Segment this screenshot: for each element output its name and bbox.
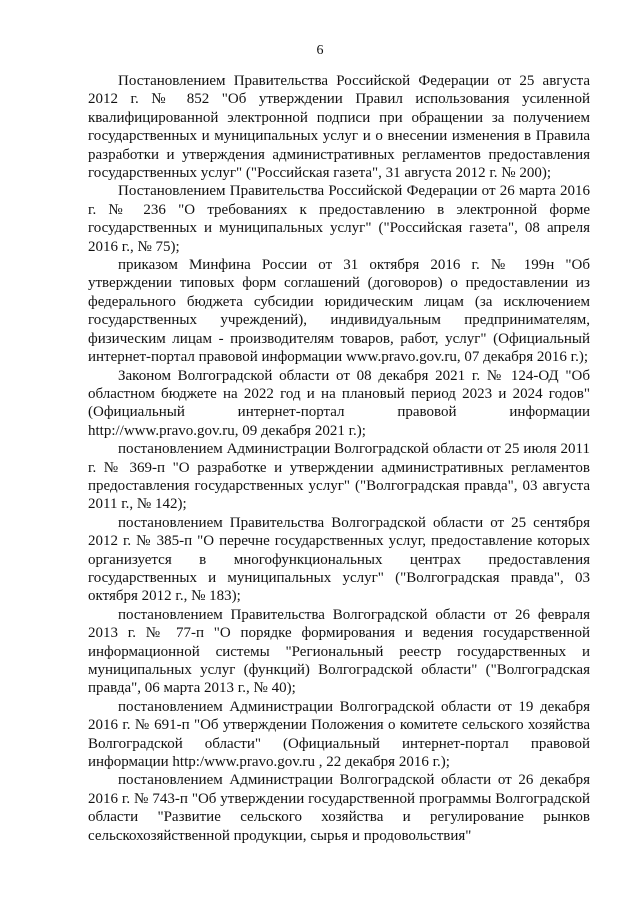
paragraph: приказом Минфина России от 31 октября 2016 г. № 199н "Об утверждении типовых форм соглашений (договоров) о предоставлении из федерального бюджета субсидии юридическим лицам (за исключением государственных учреждений), индивидуальным предпринимателям, физическим лицам - производителям товаров, работ, услуг" (Официальный интернет-портал правовой информации www.pravo.gov.ru, 07 декабря 2016 г.); <box>88 257 590 366</box>
paragraph: постановлением Правительства Волгоградской области от 25 сентября 2012 г. № 385-п "О перечне государственных услуг, предоставление которых организуется в многофункциональных центрах предоставления государственных и муниципальных услуг" ("Волгоградская правда", 03 октября 2012 г., № 183); <box>88 514 590 605</box>
document-body <box>88 72 590 845</box>
paragraph: Постановлением Правительства Российской Федерации от 25 августа 2012 г. № 852 "Об утверждении Правил использования усиленной квалифицированной электронной подписи при обращении за получением государственных и муниципальных услуг и о внесении изменения в Правила разработки и утверждения административных регламентов предоставления государственных услуг" ("Российская газета", 31 августа 2012 г. № 200); <box>88 73 590 182</box>
paragraph: постановлением Администрации Волгоградской области от 26 декабря 2016 г. № 743-п "Об утверждении государственной программы Волгоградской области "Развитие сельского хозяйства и регулирование рынков сельскохозяйственной продукции, сырья и продовольствия" <box>88 772 590 844</box>
page-number: 6 <box>316 43 324 58</box>
paragraph: Постановлением Правительства Российской Федерации от 26 марта 2016 г. № 236 "О требованиях к предоставлению в электронной форме государственных и муниципальных услуг" ("Российская газета", 08 апреля 2016 г., № 75); <box>88 183 590 255</box>
paragraph: постановлением Администрации Волгоградской области от 19 декабря 2016 г. № 691-п "Об утверждении Положения о комитете сельского хозяйства Волгоградской области" (Официальный интернет-портал правовой информации http:/www.pravo.gov.ru , 22 декабря 2016 г.); <box>88 698 590 771</box>
paragraph: постановлением Администрации Волгоградской области от 25 июля 2011 г. № 369-п "О разработке и утверждении административных регламентов предоставления государственных услуг" ("Волгоградская правда", 03 августа 2011 г., № 142); <box>88 441 590 513</box>
paragraph: постановлением Правительства Волгоградской области от 26 февраля 2013 г. № 77-п "О порядке формирования и ведения государственной информационной системы "Региональный реестр государственных и муниципальных услуг (функций) Волгоградской области" ("Волгоградская правда", 06 марта 2013 г., № 40); <box>88 606 590 697</box>
paragraph: Законом Волгоградской области от 08 декабря 2021 г. № 124-ОД "Об областном бюджете на 2022 год и на плановый период 2023 и 2024 годов" (Официальный интернет-портал правовой информации http://www.pravo.gov.ru, 09 декабря 2021 г.); <box>88 367 590 439</box>
